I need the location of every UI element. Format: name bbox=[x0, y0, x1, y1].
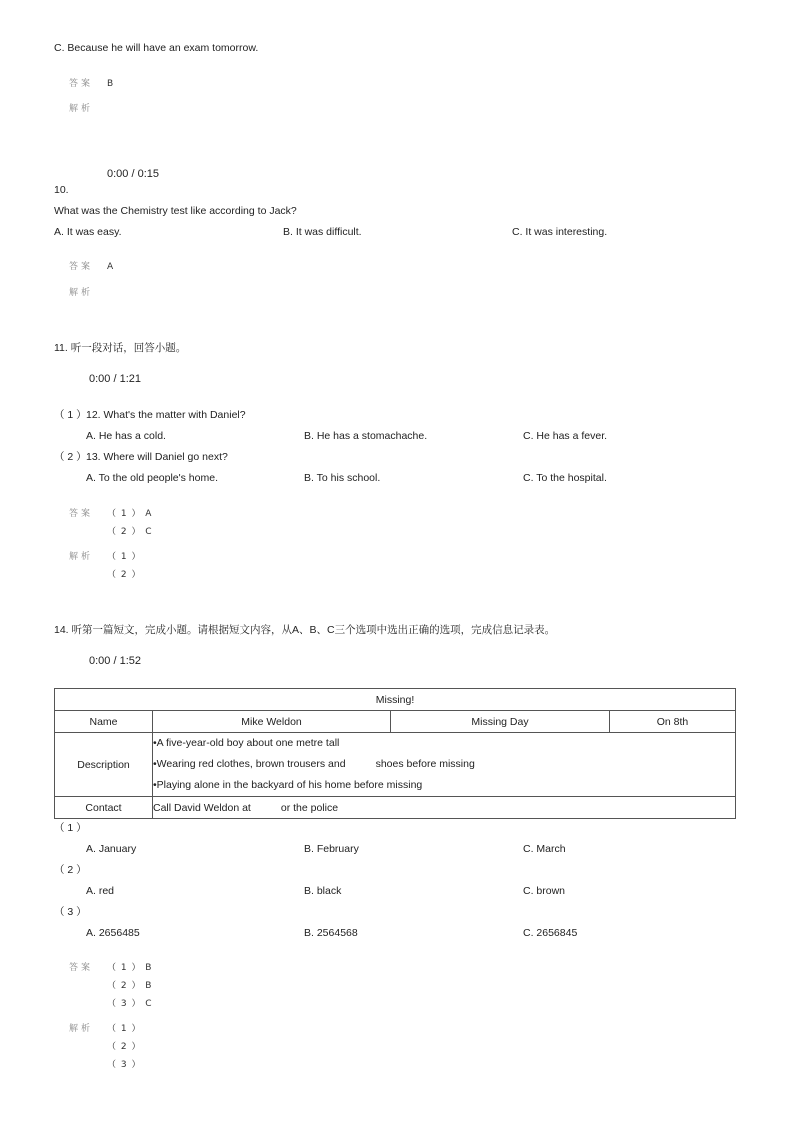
q14-analysis-2: （ 2 ） bbox=[107, 1042, 142, 1052]
q11-sub1-option-c[interactable]: C. He has a fever. bbox=[523, 430, 608, 442]
table-title: Missing! bbox=[55, 689, 736, 711]
q14-answer-label: 答案 bbox=[69, 963, 94, 973]
q14-sub3-prefix: （ 3 ） bbox=[54, 906, 87, 918]
q10-analysis-label: 解析 bbox=[69, 288, 94, 298]
q11-analysis-2: （ 2 ） bbox=[107, 570, 142, 580]
contact-cell bbox=[153, 797, 736, 819]
table-title-row bbox=[55, 689, 736, 711]
name-value: Mike Weldon bbox=[153, 711, 391, 733]
q14-sub1-option-b[interactable]: B. February bbox=[304, 843, 359, 855]
q10-option-a[interactable]: A. It was easy. bbox=[54, 226, 122, 238]
description-line-2b: shoes before missing bbox=[375, 758, 475, 770]
q9-option-c[interactable]: C. Because he will have an exam tomorrow. bbox=[54, 42, 259, 54]
q11-sub1-prefix: （ 1 ） bbox=[54, 409, 87, 421]
q14-analysis-1: （ 1 ） bbox=[107, 1024, 142, 1034]
q9-audio-player-time[interactable]: 0:00 / 0:15 bbox=[107, 168, 159, 180]
q11-sub1-option-a[interactable]: A. He has a cold. bbox=[86, 430, 166, 442]
q14-sub3-option-a[interactable]: A. 2656485 bbox=[86, 927, 140, 939]
q14-header: 14. 听第一篇短文，完成小题。请根据短文内容，从A、B、C三个选项中选出正确的选项，完成信息记录表。 bbox=[54, 624, 556, 636]
q11-answer-label: 答案 bbox=[69, 509, 94, 519]
missing-day-value: On 8th bbox=[610, 711, 736, 733]
q14-analysis-3: （ 3 ） bbox=[107, 1060, 142, 1070]
contact-text-b: or the police bbox=[280, 801, 339, 814]
q11-sub2-option-b[interactable]: B. To his school. bbox=[304, 472, 381, 484]
q11-sub1-option-b[interactable]: B. He has a stomachache. bbox=[304, 430, 428, 442]
q14-audio-player-time[interactable]: 0:00 / 1:52 bbox=[89, 655, 141, 667]
q11-sub2-prefix: （ 2 ） bbox=[54, 451, 87, 463]
description-label: Description bbox=[55, 733, 153, 797]
q11-sub2-option-a[interactable]: A. To the old people's home. bbox=[86, 472, 218, 484]
q10-number: 10. bbox=[54, 184, 69, 196]
q11-analysis-label: 解析 bbox=[69, 552, 94, 562]
q10-question: What was the Chemistry test like according to Jack? bbox=[54, 205, 297, 217]
table-contact-row bbox=[55, 797, 736, 819]
description-line-2 bbox=[153, 754, 735, 775]
q10-answer-value: A bbox=[107, 262, 115, 272]
q14-sub2-option-c[interactable]: C. brown bbox=[523, 885, 566, 897]
q14-sub2-option-a[interactable]: A. red bbox=[86, 885, 115, 897]
q11-sub2-question: 13. Where will Daniel go next? bbox=[86, 451, 228, 463]
q9-answer-label: 答案 bbox=[69, 79, 94, 89]
description-line-2a: •Wearing red clothes, brown trousers and bbox=[153, 758, 346, 770]
q14-sub2-option-b[interactable]: B. black bbox=[304, 885, 342, 897]
table-description-row bbox=[55, 733, 736, 797]
q10-answer-label: 答案 bbox=[69, 262, 94, 272]
description-cell bbox=[153, 733, 736, 797]
q14-sub1-option-c[interactable]: C. March bbox=[523, 843, 566, 855]
q14-answer-2: （ 2 ） B bbox=[107, 981, 153, 991]
q9-answer-value: B bbox=[107, 79, 115, 89]
missing-day-label: Missing Day bbox=[391, 711, 610, 733]
q9-analysis-label: 解析 bbox=[69, 104, 94, 114]
q14-sub1-option-a[interactable]: A. January bbox=[86, 843, 137, 855]
q14-sub3-option-b[interactable]: B. 2564568 bbox=[304, 927, 358, 939]
q14-answer-3: （ 3 ） C bbox=[107, 999, 153, 1009]
description-line-1: •A five-year-old boy about one metre tall bbox=[153, 737, 340, 749]
q11-analysis-1: （ 1 ） bbox=[107, 552, 142, 562]
q11-sub2-option-c[interactable]: C. To the hospital. bbox=[523, 472, 607, 484]
q11-sub1-question: 12. What's the matter with Daniel? bbox=[86, 409, 246, 421]
q11-answer-1: （ 1 ） A bbox=[107, 509, 153, 519]
name-label: Name bbox=[55, 711, 153, 733]
contact-text-a: Call David Weldon at bbox=[153, 801, 251, 814]
q14-analysis-label: 解析 bbox=[69, 1024, 94, 1034]
q11-answer-2: （ 2 ） C bbox=[107, 527, 153, 537]
q14-answer-1: （ 1 ） B bbox=[107, 963, 153, 973]
q11-header: 11. 听一段对话，回答小题。 bbox=[54, 342, 187, 354]
q14-sub3-option-c[interactable]: C. 2656845 bbox=[523, 927, 578, 939]
table-name-row bbox=[55, 711, 736, 733]
description-line-3: •Playing alone in the backyard of his home before missing bbox=[153, 779, 423, 791]
q11-audio-player-time[interactable]: 0:00 / 1:21 bbox=[89, 373, 141, 385]
q14-sub2-prefix: （ 2 ） bbox=[54, 864, 87, 876]
contact-label: Contact bbox=[55, 797, 153, 819]
q10-option-b[interactable]: B. It was difficult. bbox=[283, 226, 362, 238]
q10-option-c[interactable]: C. It was interesting. bbox=[512, 226, 608, 238]
q14-sub1-prefix: （ 1 ） bbox=[54, 822, 87, 834]
missing-info-table bbox=[54, 688, 736, 819]
